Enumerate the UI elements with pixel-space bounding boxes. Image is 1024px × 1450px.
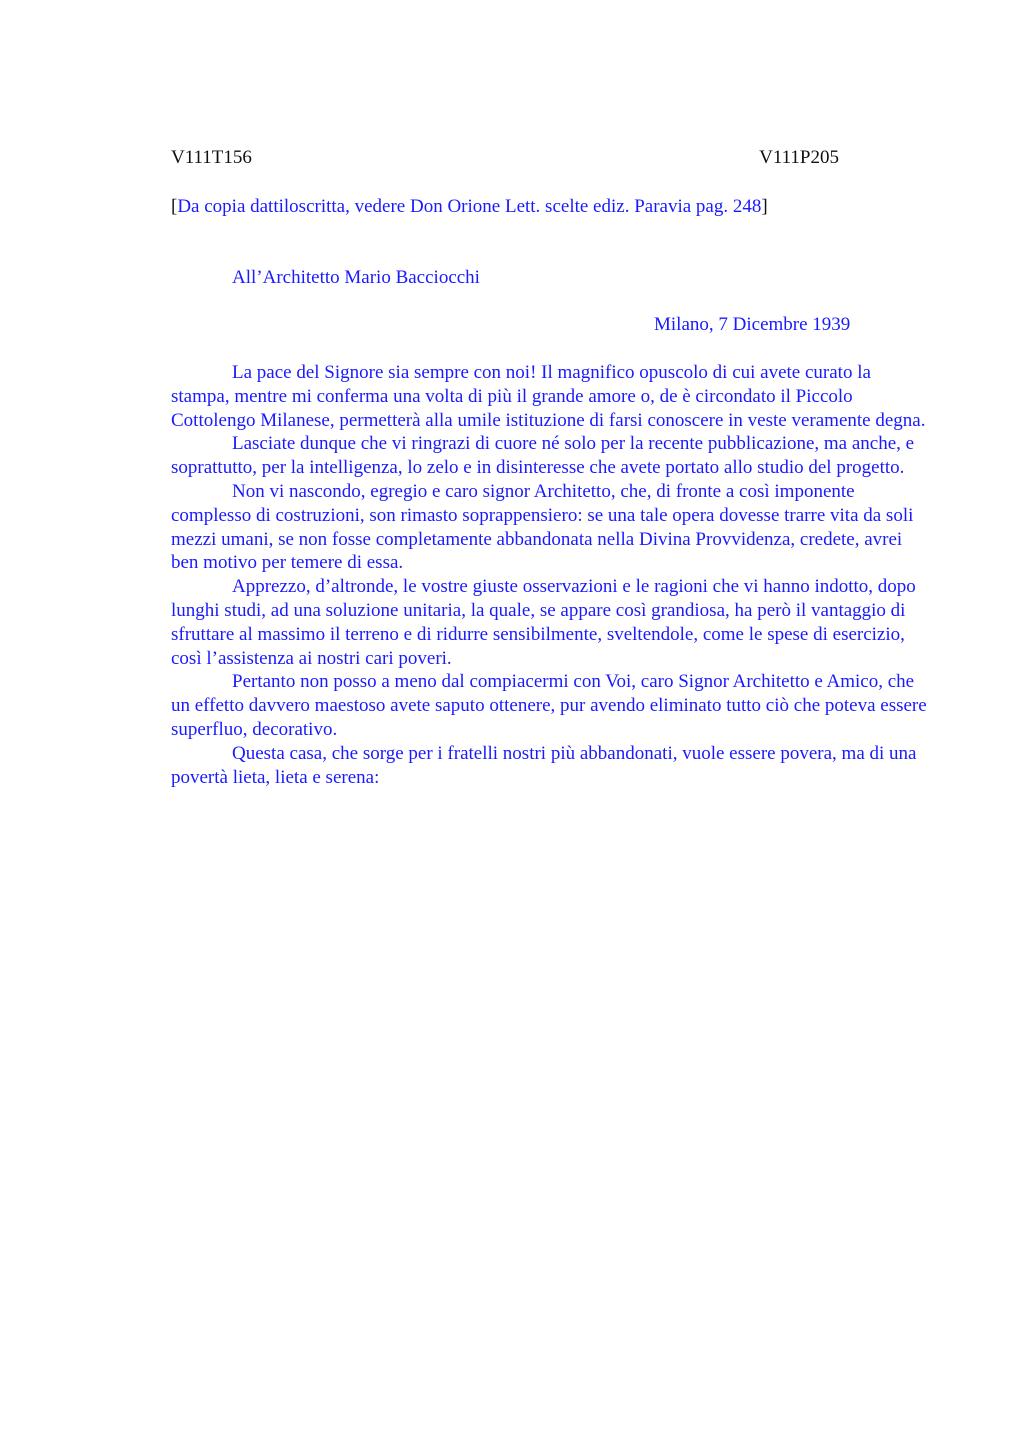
letter-paragraph: Lasciate dunque che vi ringrazi di cuore né solo per la recente pubblicazione, ma anche, e soprattutto, per la intelligenza, lo zelo e in disinteresse che avete portato allo studio del progetto. (171, 433, 915, 479)
header-left-code: V111T156 (171, 147, 252, 168)
letter-addressee: All’Architetto Mario Bacciocchi (232, 267, 480, 288)
letter-paragraph: Pertanto non posso a meno dal compiacermi con Voi, caro Signor Architetto e Amico, che un effetto davvero maestoso avete saputo ottenere, pur avendo eliminato tutto ciò che poteva essere superfluo, decorativo. (171, 671, 927, 740)
letter-paragraph: Non vi nascondo, egregio e caro signor Architetto, che, di fronte a così imponente complesso di costruzioni, son rimasto soprappensiero: se una tale opera dovesse trarre vita da soli mezzi umani, se non fosse completamente abbandonata nella Divina Provvidenza, credete, avrei ben motivo per temere di essa. (171, 480, 914, 574)
letter-body (171, 361, 931, 789)
source-note-close-bracket: ] (761, 196, 768, 217)
header-right-code: V111P205 (759, 147, 839, 168)
letter-paragraph: Questa casa, che sorge per i fratelli nostri più abbandonati, vuole essere povera, ma di una povertà lieta, lieta e serena: (171, 742, 917, 788)
source-note-text: Da copia dattiloscritta, vedere Don Orione Lett. scelte ediz. Paravia pag. 248 (177, 196, 762, 217)
letter-paragraph: La pace del Signore sia sempre con noi! Il magnifico opuscolo di cui avete curato la stampa, mentre mi conferma una volta di più il grande amore o, de è circondato il Piccolo Cottolengo Milanese, permetterà alla umile istituzione di farsi conoscere in veste veramente degna. (171, 362, 926, 431)
page-header (171, 147, 839, 171)
letter-dateline: Milano, 7 Dicembre 1939 (654, 314, 851, 335)
source-note (171, 196, 768, 218)
letter-paragraph: Apprezzo, d’altronde, le vostre giuste osservazioni e le ragioni che vi hanno indotto, dopo lunghi studi, ad una soluzione unitaria, la quale, se appare così grandiosa, ha però il vantaggio di sfruttare al massimo il terreno e di ridurre sensibilmente, sveltendole, come le spese di esercizio, così l’assistenza ai nostri cari poveri. (171, 576, 916, 669)
source-note-open-bracket: [ (171, 196, 178, 217)
